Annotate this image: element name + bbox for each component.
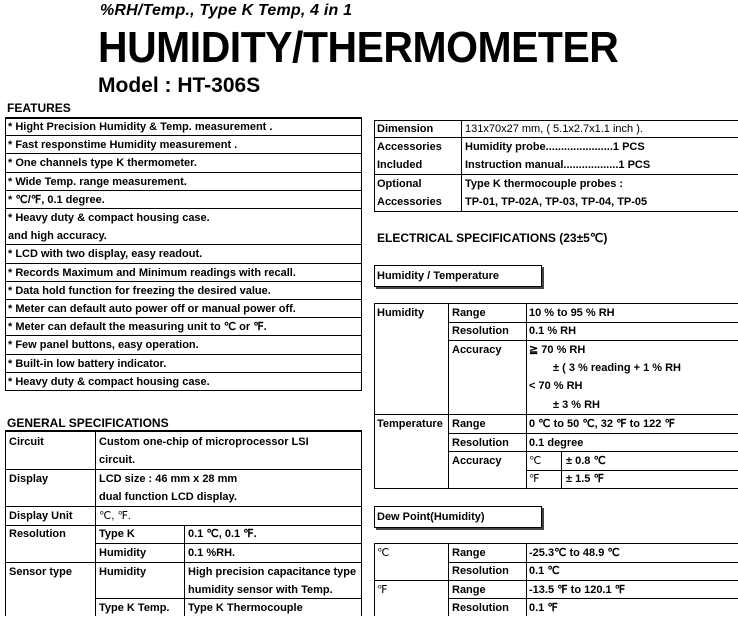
- feature-item: * LCD with two display, easy readout.: [8, 248, 203, 261]
- display-unit-label: Display Unit: [9, 510, 73, 522]
- temperature-range-label: Range: [452, 418, 486, 430]
- circuit-label: Circuit: [9, 436, 44, 448]
- optional-label: Optional: [377, 178, 422, 190]
- dimension-value: 131x70x27 mm, ( 5.1x2.7x1.1 inch ).: [465, 123, 643, 135]
- accessories-label: Accessories: [377, 141, 442, 153]
- feature-item: * Wide Temp. range measurement.: [8, 175, 187, 188]
- temperature-label: Temperature: [377, 418, 443, 430]
- dew-point-fahrenheit-range-label: Range: [452, 584, 486, 596]
- page-title: HUMIDITY/THERMOMETER: [98, 23, 619, 72]
- dew-point-celsius-range-value: -25.3℃ to 48.9 ℃: [529, 547, 620, 559]
- general-specs-heading: GENERAL SPECIFICATIONS: [7, 416, 169, 430]
- feature-item-continuation: and high accuracy.: [8, 230, 107, 243]
- sensor-humidity-label: Humidity: [99, 566, 147, 578]
- dew-point-title: Dew Point(Humidity): [377, 511, 485, 523]
- model-number: Model : HT-306S: [98, 74, 261, 97]
- dew-point-celsius-label: ℃: [377, 547, 390, 559]
- optional-thermocouple-title: Type K thermocouple probes :: [465, 178, 624, 190]
- humidity-accuracy-low: < 70 % RH: [529, 380, 583, 392]
- dew-point-fahrenheit-range-value: -13.5 ℉ to 120.1 ℉: [529, 584, 626, 596]
- sensor-typek-label: Type K Temp.: [99, 602, 170, 614]
- resolution-typek-label: Type K: [99, 528, 135, 540]
- dew-point-fahrenheit-label: ℉: [377, 584, 388, 596]
- sensor-typek-value: Type K Thermocouple: [188, 602, 303, 614]
- humidity-temperature-title: Humidity / Temperature: [377, 270, 500, 282]
- feature-item: * ℃/℉, 0.1 degree.: [8, 193, 105, 206]
- resolution-typek-value: 0.1 ℃, 0.1 ℉.: [188, 528, 257, 540]
- display-value-line2: dual function LCD display.: [99, 491, 237, 503]
- feature-item: * Meter can default the measuring unit to ℃ or ℉.: [8, 321, 267, 334]
- resolution-label: Resolution: [9, 528, 66, 540]
- feature-item: * Hight Precision Humidity & Temp. measurement .: [8, 121, 273, 133]
- feature-item: * Heavy duty & compact housing case.: [8, 375, 210, 388]
- temperature-accuracy-celsius-value: ± 0.8 ℃: [566, 455, 606, 467]
- dimension-label: Dimension: [377, 123, 434, 135]
- feature-item: * Few panel buttons, easy operation.: [8, 339, 199, 352]
- dew-point-celsius-range-label: Range: [452, 547, 486, 559]
- feature-item: * Data hold function for freezing the desired value.: [8, 284, 271, 297]
- temperature-range-value: 0 ℃ to 50 ℃, 32 ℉ to 122 ℉: [529, 418, 675, 430]
- sensor-humidity-line2: humidity sensor with Temp.: [188, 584, 333, 596]
- humidity-temperature-box: [374, 265, 542, 287]
- features-right-rule: [361, 117, 362, 390]
- humidity-resolution-label: Resolution: [452, 325, 509, 337]
- feature-row-rule: [5, 390, 362, 391]
- electrical-specs-heading: ELECTRICAL SPECIFICATIONS (23±5℃): [377, 231, 608, 245]
- feature-item: * One channels type K thermometer.: [8, 157, 197, 170]
- circuit-value-line1: Custom one-chip of microprocessor LSI: [99, 436, 309, 448]
- dew-point-celsius-resolution-value: 0.1 ℃: [529, 565, 560, 577]
- optional-accessories-label: Accessories: [377, 196, 442, 208]
- humidity-accuracy-label: Accuracy: [452, 344, 502, 356]
- circuit-value-line2: circuit.: [99, 454, 136, 466]
- humidity-range-value: 10 % to 95 % RH: [529, 307, 615, 319]
- subtitle: %RH/Temp., Type K Temp, 4 in 1: [100, 2, 353, 19]
- temperature-resolution-value: 0.1 degree: [529, 437, 584, 449]
- included-label: Included: [377, 159, 423, 171]
- sensor-type-label: Sensor type: [9, 566, 72, 578]
- display-unit-value: ℃, ℉.: [99, 510, 131, 522]
- optional-thermocouple-list: TP-01, TP-02A, TP-03, TP-04, TP-05: [465, 196, 648, 208]
- resolution-humidity-value: 0.1 %RH.: [188, 547, 236, 559]
- display-value-line1: LCD size : 46 mm x 28 mm: [99, 473, 238, 485]
- humidity-accuracy-high: ≧ 70 % RH: [529, 344, 586, 356]
- resolution-humidity-label: Humidity: [99, 547, 147, 559]
- feature-item: * Fast responstime Humidity measurement .: [8, 139, 238, 152]
- features-left-rule: [5, 117, 6, 390]
- dew-point-box: [374, 506, 542, 528]
- feature-item: * Meter can default auto power off or manual power off.: [8, 303, 296, 315]
- features-heading: FEATURES: [7, 101, 71, 115]
- feature-item: * Built-in low battery indicator.: [8, 357, 167, 370]
- dew-point-fahrenheit-resolution-label: Resolution: [452, 602, 509, 614]
- dew-point-celsius-resolution-label: Resolution: [452, 565, 509, 577]
- temperature-resolution-label: Resolution: [452, 437, 509, 449]
- humidity-accuracy-high-value: ± ( 3 % reading + 1 % RH: [553, 362, 681, 374]
- temperature-accuracy-label: Accuracy: [452, 455, 502, 467]
- temperature-accuracy-fahrenheit-value: ± 1.5 ℉: [566, 473, 604, 485]
- humidity-range-label: Range: [452, 307, 486, 319]
- humidity-label: Humidity: [377, 307, 425, 319]
- feature-item: * Records Maximum and Minimum readings with recall.: [8, 266, 296, 279]
- dew-point-fahrenheit-resolution-value: 0.1 ℉: [529, 602, 558, 614]
- sensor-humidity-line1: High precision capacitance type: [188, 566, 357, 578]
- humidity-resolution-value: 0.1 % RH: [529, 325, 577, 337]
- feature-item: * Heavy duty & compact housing case.: [8, 212, 210, 224]
- temperature-accuracy-celsius-unit: ℃: [529, 455, 542, 467]
- accessory-instruction-manual: Instruction manual..................1 PCS: [465, 159, 651, 171]
- accessory-humidity-probe: Humidity probe......................1 PCS: [465, 141, 645, 153]
- temperature-accuracy-fahrenheit-unit: ℉: [529, 473, 540, 485]
- humidity-accuracy-low-value: ± 3 % RH: [553, 399, 600, 411]
- display-label: Display: [9, 473, 49, 485]
